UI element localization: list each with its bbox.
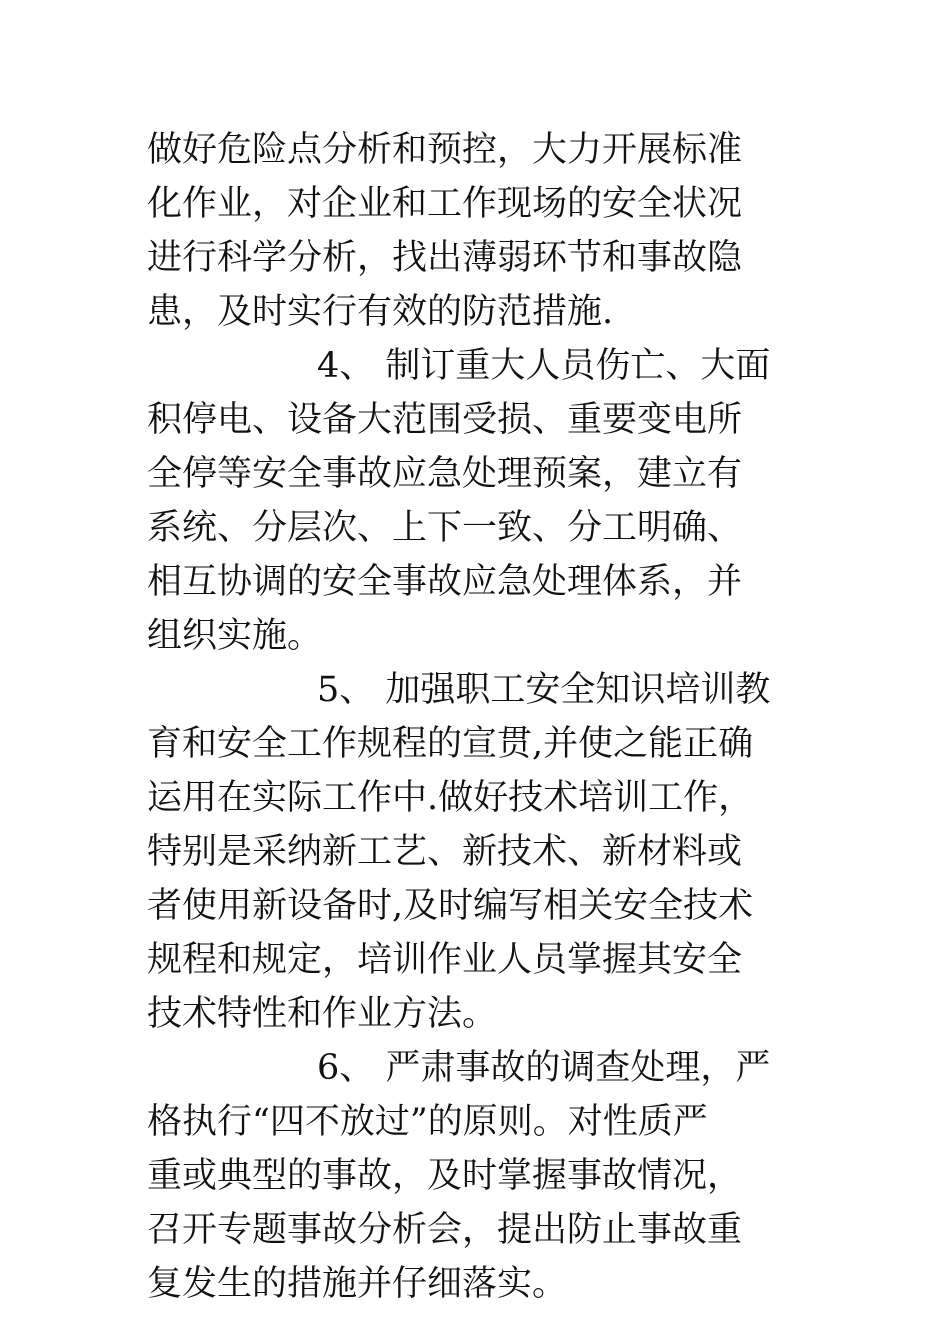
text-line: 者使用新设备时,及时编写相关安全技术 <box>147 886 754 926</box>
text-line: 格执行“四不放过”的原则。对性质严 <box>147 1102 708 1142</box>
paragraph-item-4-emergency-plan <box>147 339 807 663</box>
text-line: 化作业，对企业和工作现场的安全状况 <box>147 184 743 224</box>
text-line: 积停电、设备大范围受损、重要变电所 <box>147 400 743 440</box>
text-line: 技术特性和作业方法。 <box>147 994 498 1034</box>
paragraph-item-5-training <box>147 663 807 1041</box>
text-line: 相互协调的安全事故应急处理体系，并 <box>147 562 743 602</box>
text-line: 特别是采纳新工艺、新技术、新材料或 <box>147 832 743 872</box>
paragraph-prevention-measures <box>147 123 807 339</box>
text-line: 运用在实际工作中.做好技术培训工作， <box>147 778 754 818</box>
paragraph-item-6-accident-investigation <box>147 1041 807 1311</box>
text-line: 重或典型的事故，及时掌握事故情况， <box>147 1156 743 1196</box>
text-line-first: 4、 制订重大人员伤亡、大面 <box>317 346 771 386</box>
text-line: 患，及时实行有效的防范措施. <box>147 292 614 332</box>
text-line: 全停等安全事故应急处理预案，建立有 <box>147 454 743 494</box>
document-body <box>147 123 807 1311</box>
text-line: 召开专题事故分析会，提出防止事故重 <box>147 1210 743 1250</box>
text-line: 组织实施。 <box>147 616 323 656</box>
text-line-first: 6、 严肃事故的调查处理，严 <box>317 1048 771 1088</box>
text-line-first: 5、 加强职工安全知识培训教 <box>317 670 771 710</box>
text-line: 规程和规定，培训作业人员掌握其安全 <box>147 940 743 980</box>
text-line: 复发生的措施并仔细落实。 <box>147 1264 568 1304</box>
text-line: 做好危险点分析和预控，大力开展标准 <box>147 130 743 170</box>
text-line: 育和安全工作规程的宣贯,并使之能正确 <box>147 724 754 764</box>
text-line: 系统、分层次、上下一致、分工明确、 <box>147 508 743 548</box>
text-line: 进行科学分析，找出薄弱环节和事故隐 <box>147 238 743 278</box>
